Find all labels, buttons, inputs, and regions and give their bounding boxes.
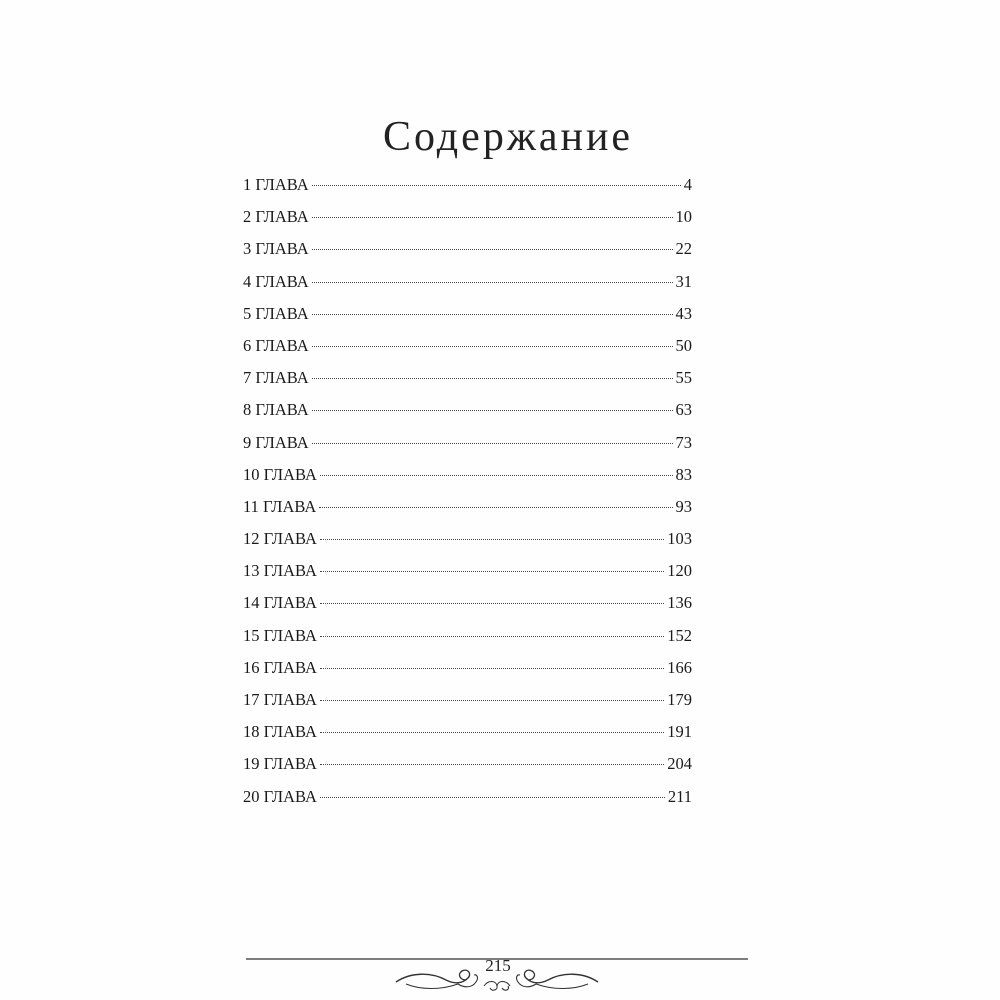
toc-entry-page-number: 136 bbox=[667, 593, 692, 613]
toc-entry-page-number: 22 bbox=[675, 239, 692, 259]
dot-leader bbox=[320, 636, 664, 637]
toc-entry-page-number: 103 bbox=[667, 529, 692, 549]
toc-entry-page-number: 73 bbox=[675, 432, 692, 452]
dot-leader bbox=[320, 797, 665, 798]
toc-entry bbox=[243, 335, 692, 367]
toc-entry-page-number: 204 bbox=[667, 754, 692, 774]
dot-leader bbox=[312, 378, 673, 379]
dot-leader bbox=[319, 507, 672, 508]
page-number: 215 bbox=[485, 956, 511, 975]
dot-leader bbox=[312, 346, 673, 347]
toc-entry-page-number: 4 bbox=[683, 175, 692, 194]
toc-entry-label: 17 ГЛАВА bbox=[243, 690, 317, 709]
toc-entry-label: 6 ГЛАВА bbox=[243, 335, 309, 355]
toc-entry bbox=[243, 560, 692, 592]
toc-entry-page-number: 10 bbox=[675, 207, 692, 227]
dot-leader bbox=[312, 443, 673, 444]
dot-leader bbox=[312, 314, 673, 315]
dot-leader bbox=[312, 185, 681, 186]
toc-entry bbox=[243, 206, 692, 238]
toc-entry-label: 9 ГЛАВА bbox=[243, 432, 309, 452]
dot-leader bbox=[320, 764, 664, 765]
toc-entry-label: 20 ГЛАВА bbox=[243, 786, 317, 806]
toc-entry bbox=[243, 657, 692, 689]
dot-leader bbox=[320, 732, 664, 733]
page-footer bbox=[246, 950, 748, 995]
toc-entry-page-number: 50 bbox=[675, 335, 692, 355]
toc-entry bbox=[243, 464, 692, 496]
dot-leader bbox=[312, 282, 673, 283]
toc-entry-page-number: 31 bbox=[675, 271, 692, 291]
toc-entry bbox=[243, 721, 692, 753]
dot-leader bbox=[312, 217, 673, 218]
toc-entry-label: 3 ГЛАВА bbox=[243, 239, 309, 259]
toc-entry-page-number: 211 bbox=[667, 786, 692, 806]
toc-entry bbox=[243, 592, 692, 624]
dot-leader bbox=[320, 700, 664, 701]
toc-entry-page-number: 93 bbox=[675, 496, 692, 516]
toc-entry bbox=[243, 367, 692, 399]
toc-entry-label: 2 ГЛАВА bbox=[243, 207, 309, 227]
toc-entry-label: 16 ГЛАВА bbox=[243, 657, 317, 677]
toc-entry bbox=[243, 174, 692, 206]
toc-entry-label: 13 ГЛАВА bbox=[243, 561, 317, 581]
toc-entry bbox=[243, 399, 692, 431]
dot-leader bbox=[312, 249, 673, 250]
toc-entry bbox=[243, 625, 692, 657]
toc-entry-label: 4 ГЛАВА bbox=[243, 271, 309, 291]
toc-entry-label: 10 ГЛАВА bbox=[243, 464, 317, 484]
toc-entry-page-number: 179 bbox=[667, 690, 692, 709]
toc-entry-label: 1 ГЛАВА bbox=[243, 175, 309, 194]
toc-entry bbox=[243, 689, 692, 721]
toc-entry-page-number: 152 bbox=[667, 625, 692, 645]
toc-entry-label: 14 ГЛАВА bbox=[243, 593, 317, 613]
toc-entry-page-number: 166 bbox=[667, 657, 692, 677]
toc-entry-page-number: 120 bbox=[667, 561, 692, 581]
dot-leader bbox=[320, 603, 664, 604]
dot-leader bbox=[320, 475, 673, 476]
toc-entry-page-number: 55 bbox=[675, 368, 692, 388]
toc-entry-page-number: 63 bbox=[675, 400, 692, 420]
toc-entry-label: 15 ГЛАВА bbox=[243, 625, 317, 645]
toc-entry bbox=[243, 786, 692, 818]
toc-entry-label: 5 ГЛАВА bbox=[243, 303, 309, 323]
dot-leader bbox=[320, 571, 664, 572]
toc-entry-label: 18 ГЛАВА bbox=[243, 722, 317, 742]
table-of-contents bbox=[243, 174, 692, 818]
toc-entry-page-number: 83 bbox=[675, 464, 692, 484]
toc-entry bbox=[243, 753, 692, 785]
page-title: Содержание bbox=[383, 114, 634, 160]
toc-entry-label: 8 ГЛАВА bbox=[243, 400, 309, 420]
toc-entry-page-number: 43 bbox=[675, 303, 692, 323]
toc-entry bbox=[243, 238, 692, 270]
dot-leader bbox=[320, 668, 664, 669]
toc-entry-label: 19 ГЛАВА bbox=[243, 754, 317, 774]
dot-leader bbox=[320, 539, 664, 540]
dot-leader bbox=[312, 410, 673, 411]
toc-entry-label: 7 ГЛАВА bbox=[243, 368, 309, 388]
toc-entry bbox=[243, 303, 692, 335]
toc-entry bbox=[243, 496, 692, 528]
toc-entry bbox=[243, 432, 692, 464]
toc-entry bbox=[243, 271, 692, 303]
toc-entry-page-number: 191 bbox=[667, 722, 692, 742]
toc-entry-label: 12 ГЛАВА bbox=[243, 529, 317, 549]
toc-entry bbox=[243, 528, 692, 560]
toc-entry-label: 11 ГЛАВА bbox=[243, 496, 317, 516]
